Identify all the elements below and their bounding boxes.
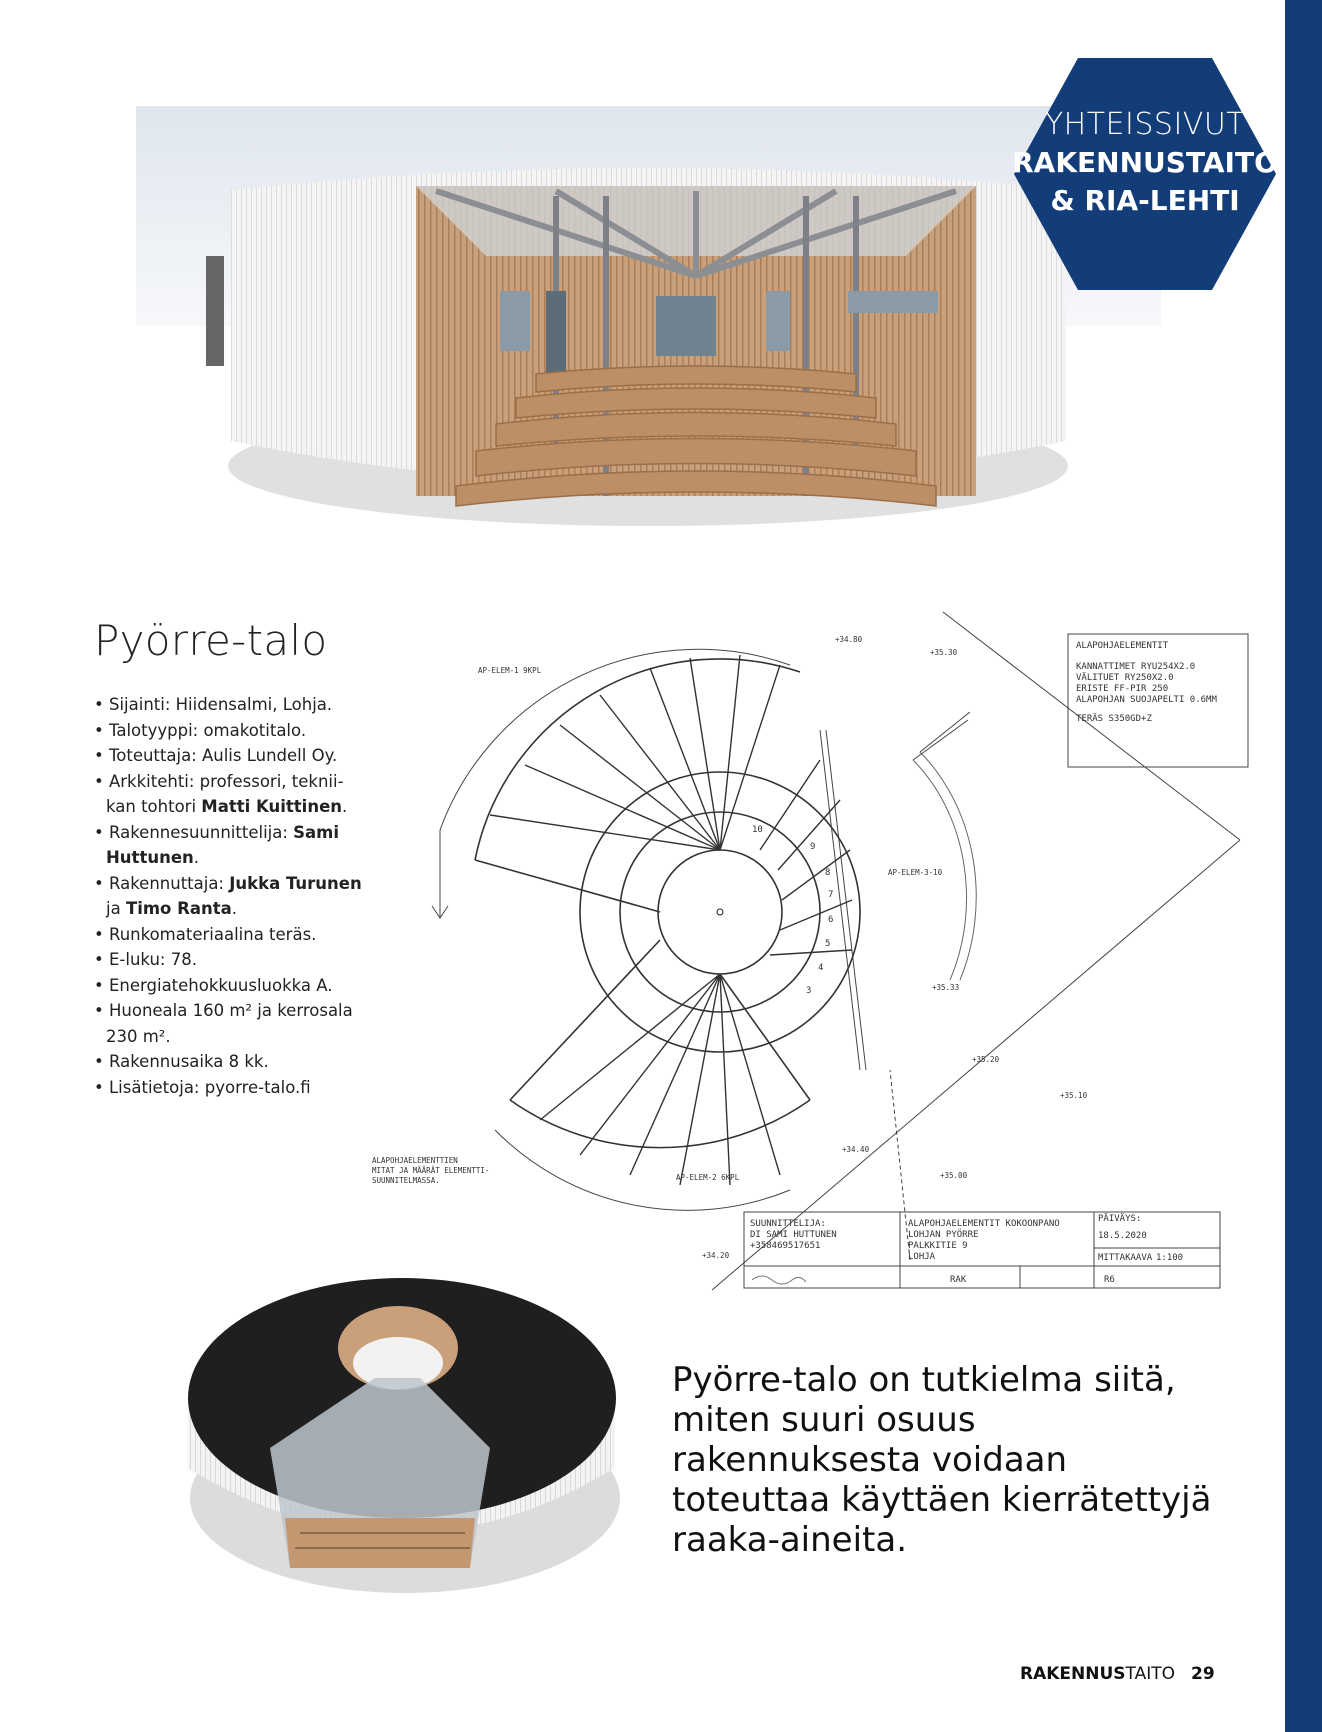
note-line: MITAT JA MÄÄRÄT ELEMENTTI- (372, 1166, 490, 1175)
step-label: 4 (818, 963, 824, 973)
page-footer (1020, 1664, 1215, 1684)
element-label: AP-ELEM-3-10 (888, 868, 943, 877)
legend-line: VÄLITUET RY250X2.0 (1076, 673, 1174, 683)
level-label: +35.33 (932, 983, 960, 992)
level-label: +35.00 (940, 1171, 968, 1180)
badge-line-1: YHTEISSIVUT (1044, 107, 1246, 142)
step-label: 5 (825, 939, 831, 949)
step-label: 7 (828, 890, 834, 900)
fact-item: • Energiatehokkuusluokka A. (94, 973, 364, 999)
side-color-bar (1285, 0, 1322, 1732)
pull-quote: Pyörre-talo on tutkielma siitä, miten suuri osuus rakennuksesta voidaan toteuttaa käyttäen kierrätettyjä raaka-aineita. (672, 1360, 1212, 1560)
signature (752, 1276, 806, 1284)
fact-item: • Rakennuttaja: Jukka Turunen ja Timo Ranta. (94, 871, 364, 922)
tb-designer: DI SAMI HUTTUNEN (750, 1230, 837, 1240)
legend-line: ALAPOHJAELEMENTIT (1076, 641, 1169, 651)
article-title: Pyörre-talo (94, 616, 328, 665)
fact-item: • Runkomateriaalina teräs. (94, 922, 364, 948)
tb-project: PALKKITIE 9 (908, 1241, 968, 1251)
tb-designer: SUUNNITTELIJA: (750, 1219, 826, 1229)
step-label: 3 (806, 986, 812, 996)
fact-item: • Arkkitehti: professori, teknii-kan tohtori Matti Kuittinen. (94, 769, 364, 820)
fact-item: • Rakennusaika 8 kk. (94, 1049, 364, 1075)
step-numbers (752, 825, 833, 996)
house-rendering-aerial (170, 1268, 630, 1598)
title-block (744, 1212, 1220, 1288)
tb-number: R6 (1104, 1275, 1115, 1285)
element-label: AP-ELEM-1 9KPL (478, 666, 542, 675)
element-label: AP-ELEM-2 6KPL (676, 1173, 740, 1182)
fact-item: • Rakennesuunnittelija: Sami Huttunen. (94, 820, 364, 871)
fact-item: • Huoneala 160 m² ja kerrosala 230 m². (94, 998, 364, 1049)
step-label: 9 (810, 842, 816, 852)
legend-line: ERISTE FF-PIR 250 (1076, 684, 1169, 694)
step-label: 10 (752, 825, 763, 835)
legend-line: ALAPOHJAN SUOJAPELTI 0.6MM (1076, 695, 1217, 705)
tb-project: LOHJA (908, 1252, 936, 1262)
level-label: +34.80 (835, 635, 863, 644)
page-number: 29 (1191, 1664, 1215, 1684)
brand-bold: RAKENNUS (1020, 1664, 1126, 1684)
tb-date: 18.5.2020 (1098, 1231, 1147, 1241)
outer-arc-lower (495, 1130, 790, 1210)
tb-date-label: PÄIVÄYS: (1098, 1214, 1142, 1224)
tb-scale-label: MITTAKAAVA (1098, 1253, 1153, 1263)
badge-line-2: RAKENNUSTAITO (1012, 146, 1278, 179)
step-label: 6 (828, 915, 834, 925)
tb-type: RAK (950, 1275, 967, 1285)
legend-line: KANNATTIMET RYU254X2.0 (1076, 662, 1196, 672)
fact-item: • E-luku: 78. (94, 947, 364, 973)
level-label: +35.10 (1060, 1091, 1088, 1100)
step-label: 8 (825, 868, 831, 878)
fact-item: • Toteuttaja: Aulis Lundell Oy. (94, 743, 364, 769)
tb-project: ALAPOHJAELEMENTIT KOKOONPANO (908, 1219, 1060, 1229)
floor-plan-drawing (360, 600, 1260, 1300)
fact-item: • Lisätietoja: pyorre-talo.fi (94, 1075, 364, 1101)
house-rendering-front (136, 106, 1161, 531)
level-label: +34.40 (842, 1145, 870, 1154)
brand-light: TAITO (1125, 1664, 1176, 1684)
badge-line-3: & RIA-LEHTI (1050, 184, 1240, 217)
level-label: +34.20 (702, 1251, 730, 1260)
tb-project: LOHJAN PYÖRRE (908, 1230, 979, 1240)
section-badge (1012, 56, 1278, 292)
fact-list (94, 692, 364, 1100)
legend-line: TERÄS S350GD+Z (1076, 714, 1152, 724)
fact-item: • Talotyyppi: omakotitalo. (94, 718, 364, 744)
fact-item: • Sijainti: Hiidensalmi, Lohja. (94, 692, 364, 718)
tb-designer: +358469517651 (750, 1241, 821, 1251)
spiral-rib-lines (490, 655, 852, 1185)
note-line: ALAPOHJAELEMENTTIEN (372, 1156, 458, 1165)
level-label: +35.20 (972, 1055, 1000, 1064)
legend-box (1068, 634, 1248, 767)
level-label: +35.30 (930, 648, 958, 657)
tb-scale: 1:100 (1156, 1253, 1184, 1263)
note-line: SUUNNITELMASSA. (372, 1176, 440, 1185)
